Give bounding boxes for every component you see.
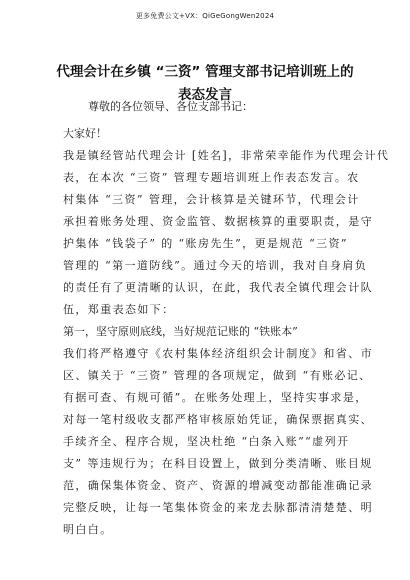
paragraph-line: 表，在本次 “三资” 管理专题培训班上作表态发言。农 [63,171,360,184]
paragraph-line: 对每一笔村级收支都严格审核原始凭证，确保票据真实、 [63,413,373,426]
paragraph-line: 区、镇关于 “三资” 管理的各项规定，做到 “有账必记、 [63,369,372,382]
paragraph-line: 范，确保集体资金、资产、资源的增减变动都能准确记录 [63,479,373,492]
paragraph-line: 护集体 “钱袋子” 的 “账房先生”，更是规范 “三资” [63,237,348,250]
paragraph-line: 有据可查、有规可循”。在账务处理上，坚持实事求是， [63,391,368,404]
salutation: 尊敬的各位领导、各位支部书记： [88,100,253,113]
paragraph-line: 承担着账务处理、资金监管、数据核算的重要职责，是守 [63,215,373,228]
paragraph-line: 管理的 “第一道防线”。通过今天的培训，我对自身肩负 [63,259,368,272]
paragraph-line: 支” 等违规行为；在科目设置上，做到分类清晰、账目规 [63,457,373,470]
paragraph-line: 村集体 “三资” 管理，会计核算是关键环节，代理会计 [63,193,360,206]
section-heading: 第一，坚守原则底线，当好规范记账的 “铁账本” [63,325,298,338]
paragraph-line: 的责任有了更清晰的认识，在此，我代表全镇代理会计队 [63,281,373,294]
paragraph-line: 伍，郑重表态如下： [63,303,175,316]
paragraph-line: 完整反映，让每一笔集体资金的来龙去脉都清清楚楚、明 [63,501,373,514]
document-title-line-1: 代理会计在乡镇 “三资” 管理支部书记培训班上的 [56,64,354,80]
paragraph-line: 明白白。 [63,523,113,536]
document-title-line-2: 表态发言 [178,87,232,103]
paragraph-line: 手续齐全、程序合规，坚决杜绝 “白条入账”“虚列开 [63,435,350,448]
header-note: 更多免费公文+VX：QiGeGongWen2024 [135,12,275,20]
paragraph-line: 我是镇经管站代理会计 [姓名]，非常荣幸能作为代理会计代 [63,149,390,162]
paragraph-line: 我们将严格遵守《农村集体经济组织会计制度》和省、市 [63,347,373,360]
greeting: 大家好！ [63,127,107,140]
